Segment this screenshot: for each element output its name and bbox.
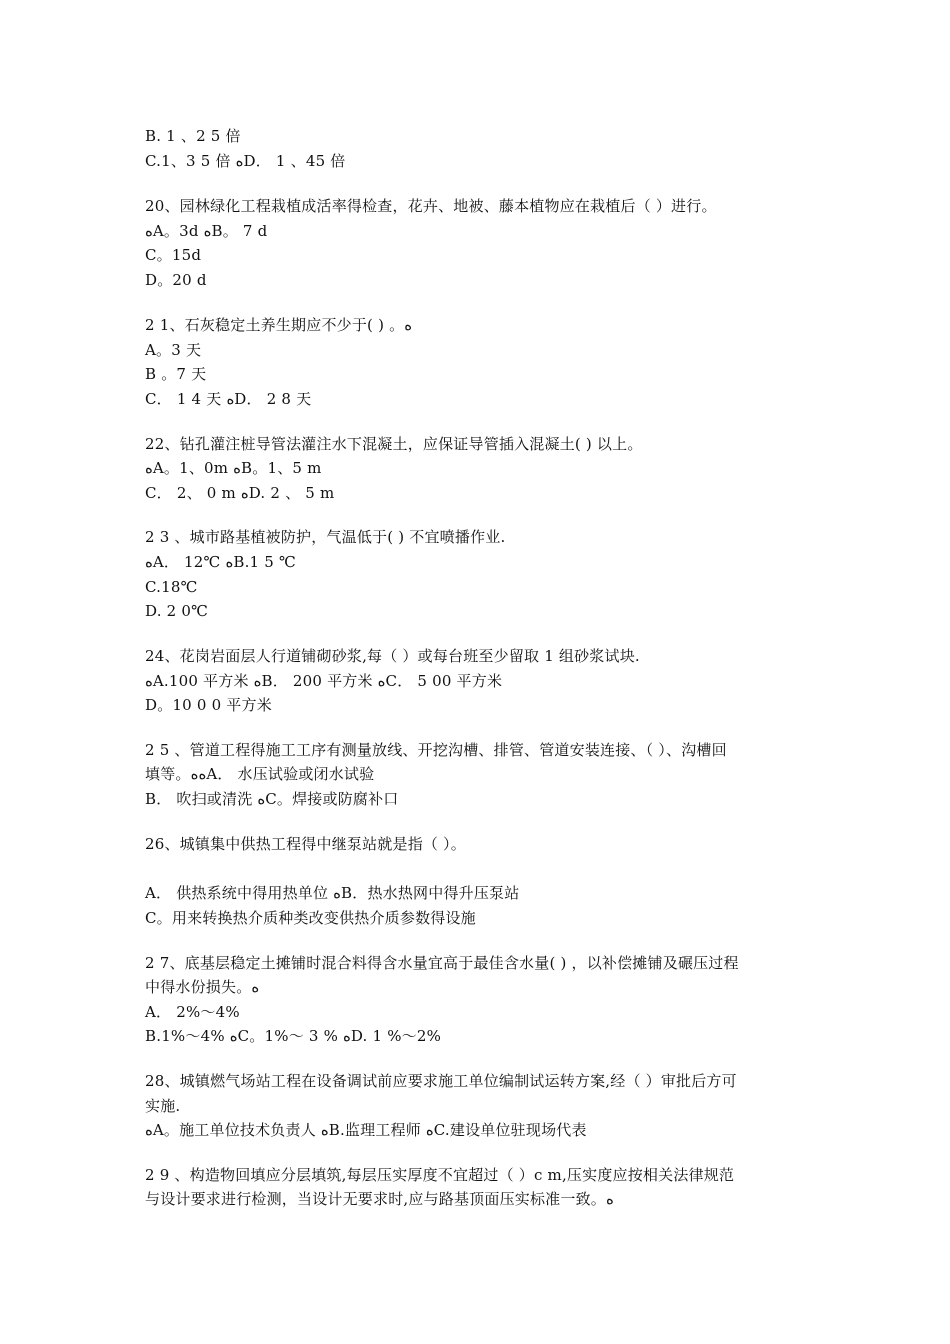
option-line: D. 2 0℃ — [145, 602, 209, 620]
option-line: C． 1 4 天 ﻩD． 2 8 天 — [145, 390, 312, 408]
option-line: C。15d — [145, 246, 202, 264]
option-line: B. 1 、2 5 倍 — [145, 127, 241, 145]
question-20: 20、园林绿化工程栽植成活率得检查，花卉、地被、藤本植物应在栽植后（ ）进行。 — [145, 197, 717, 215]
option-line: C。用来转换热介质种类改变供热介质参数得设施 — [145, 909, 476, 927]
option-line: A． 供热系统中得用热单位 ﻩB．热水热网中得升压泵站 — [145, 884, 520, 902]
option-line: B． 吹扫或清洗 ﻩC。焊接或防腐补口 — [145, 790, 399, 808]
option-line: ﻩA。3d ﻩB。 7 d — [145, 222, 268, 240]
option-line: ﻩA． 12℃ ﻩB.1 5 ℃ — [145, 553, 296, 571]
question-28: 28、城镇燃气场站工程在设备调试前应要求施工单位编制试运转方案,经（ ）审批后方可 — [145, 1072, 737, 1090]
question-24: 24、花岗岩面层人行道铺砌砂浆,每（ ）或每台班至少留取 1 组砂浆试块. — [145, 647, 640, 665]
question-29: 2 9 、构造物回填应分层填筑,每层压实厚度不宜超过（ ）c m,压实度应按相关法律规范 — [145, 1166, 735, 1184]
question-29-cont: 与设计要求进行检测，当设计无要求时,应与路基顶面压实标准一致。ﻩ — [145, 1190, 614, 1208]
option-line: B 。7 天 — [145, 365, 207, 383]
question-26: 26、城镇集中供热工程得中继泵站就是指（ ）。 — [145, 835, 466, 853]
option-line: D。20 d — [145, 271, 207, 289]
question-25-cont: 填等。ﻩﻩA． 水压试验或闭水试验 — [145, 765, 375, 783]
option-line: C． 2、 0 m ﻩD. 2 、 5 m — [145, 484, 335, 502]
option-line: A。3 天 — [145, 341, 202, 359]
question-27-cont: 中得水份损失。ﻩ — [145, 978, 260, 996]
option-line: ﻩA。1、0m ﻩB。1、5 m — [145, 459, 322, 477]
option-line: C.1、3 5 倍 ﻩD． 1 、45 倍 — [145, 152, 346, 170]
option-line: B.1%～4% ﻩC。1%～ 3 % ﻩD. 1 %～2% — [145, 1027, 442, 1045]
option-line: D。10 0 0 平方米 — [145, 696, 272, 714]
question-22: 22、钻孔灌注桩导管法灌注水下混凝土，应保证导管插入混凝土( ) 以上。 — [145, 435, 643, 453]
question-23: 2 3 、城市路基植被防护，气温低于( ) 不宜喷播作业. — [145, 528, 506, 546]
question-27: 2 7、底基层稳定土摊铺时混合料得含水量宜高于最佳含水量( ) ，以补偿摊铺及碾压过程 — [145, 954, 739, 972]
question-28-cont: 实施. — [145, 1097, 181, 1115]
option-line: A． 2%～4% — [145, 1003, 240, 1021]
question-25: 2 5 、管道工程得施工工序有测量放线、开挖沟槽、排管、管道安装连接、（ ）、沟槽回 — [145, 741, 727, 759]
question-21: 2 1、石灰稳定土养生期应不少于( ) 。ﻩ — [145, 316, 413, 334]
option-line: ﻩA。施工单位技术负责人 ﻩB.监理工程师 ﻩC.建设单位驻现场代表 — [145, 1121, 587, 1139]
option-line: ﻩA.100 平方米 ﻩB． 200 平方米 ﻩC． 5 00 平方米 — [145, 672, 503, 690]
option-line: C.18℃ — [145, 578, 198, 596]
